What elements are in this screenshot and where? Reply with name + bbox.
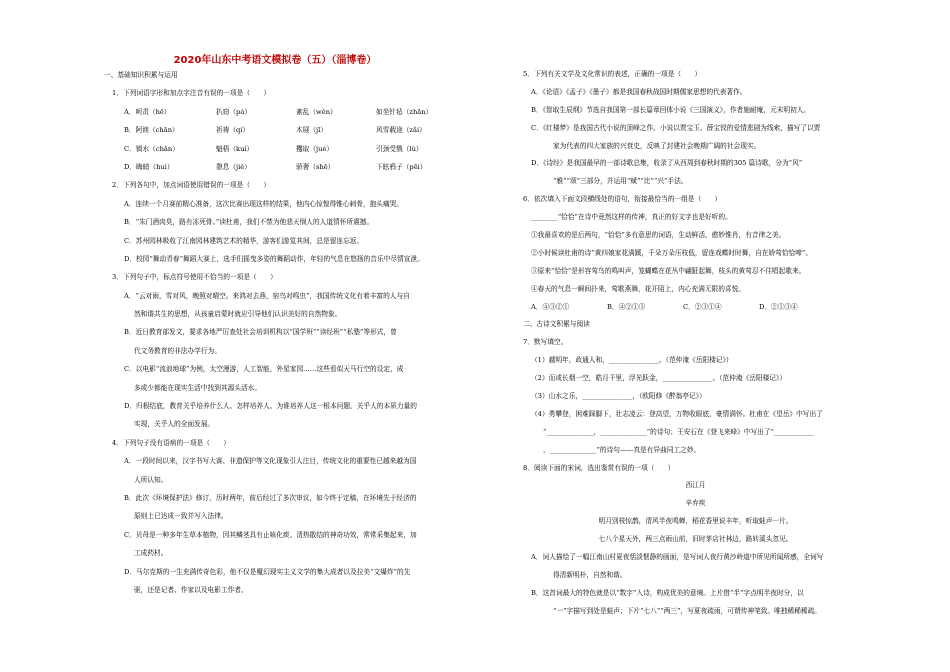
option-cell: 憩息（jiě） [216, 162, 251, 171]
option-line: A．《论语》《孟子》《墨子》都是我国春秋战国时期儒家思想的代表著作。 [531, 87, 747, 96]
option-line: 工成药材。 [134, 549, 168, 558]
option-line: D．《诗经》是我国最早的一部诗歌总集，收录了从西周到春秋时期的305 篇诗歌，分为“风” [531, 159, 803, 168]
option-cell: D．②①③④ [759, 302, 798, 311]
option-line: 实现，关乎人的全面发展。 [134, 420, 215, 429]
option-cell: 木屐（jī） [296, 126, 327, 135]
question-stem: 1．下列词语字形和加点字注音有误的一项是（ ） [112, 89, 271, 98]
option-cell: 攫取（jué） [296, 144, 334, 153]
question-stem: 5．下列有关文学及文化常识的表述，正确的一项是（ ） [523, 70, 702, 78]
fill-line: ，______________”的诗句——真是有异曲同工之妙。 [543, 445, 701, 454]
option-line: 人所认知。 [134, 475, 168, 484]
option-line: C．以电影“流浪地球”为例，太空漫游，人工智能，外星家园……这些看似天马行空的设定，成 [124, 365, 404, 374]
option-line: C．苏州园林吸收了江南园林建筑艺术的精华，游客们游览其间，总是留连忘返。 [124, 236, 364, 245]
poem-line: 明月别枝惊鹊，清风半夜鸣蝉，稻花香里说丰年，听取蛙声一片。 [598, 517, 793, 526]
poem-author: 辛弃疾 [685, 499, 706, 508]
option-line: B．此次《环境保护法》修订，历时两年，前后经过了多次审议，如今终于定稿，在环境先于经济的 [124, 493, 417, 502]
left-column [104, 66, 499, 599]
option-line: 得清新明朴，自然和谐。 [553, 570, 627, 579]
fill-line: （1）越明年，政通人和，_______________。（范仲淹《岳阳楼记》） [531, 356, 733, 365]
option-line: 多或少都能在现实生活中找到其源头活水。 [134, 383, 262, 392]
option-line: A．“云对雨，雪对风，晚照对晴空。来鸿对去燕，宿鸟对鸣虫”，我国传统文化有着丰富的人与自 [124, 291, 410, 300]
option-line: B．《智取生辰纲》节选自我国第一部长篇章回体小说《三国演义》，作者施耐庵，元末明初人。 [531, 105, 811, 114]
section-heading: 二、古诗文积累与阅读 [523, 320, 590, 329]
fill-line: “______________，______________”的诗句；王安石在《登飞来峰》中写出了“____________ [543, 427, 815, 436]
option-line: 然和谐共生的思想，从孩童启蒙时就应引导他们认识美好的自然物象。 [134, 310, 342, 319]
option-cell: 扒窃（pá） [216, 107, 252, 116]
option-line: D．马尔克斯的一生充满传奇色彩，他不仅是魔幻现实主义文学的集大成者以及拉美“文爆炸”的先 [124, 567, 411, 576]
question-stem: 2．下列各句中，加点词语使用错误的一项是（ ） [112, 181, 271, 190]
option-line: 原则上已达成一致并写入法律。 [134, 512, 228, 521]
option-cell: C．②③①④ [683, 302, 722, 311]
option-line: 驱，还是记者、作家以及电影工作者。 [134, 585, 248, 594]
question-stem: 7．默写填空。 [523, 338, 568, 347]
option-line: “雅”“颂”三部分，并运用“赋”“比”“兴”手法。 [553, 177, 688, 186]
option-line: D．归根结底，教育关乎培养什么人、怎样培养人、为谁培养人这一根本问题，关乎人的本质力量的 [124, 402, 417, 411]
option-line: D．校园“舞动青春”舞蹈大赛上，选手们摇曳多姿的舞蹈动作，年轻的气息在悠扬的音乐中尽情宣泄。 [124, 254, 424, 263]
option-cell: A．④③②① [531, 302, 570, 311]
right-column [523, 66, 868, 621]
option-line: B．这首词最大的特色就是以“数字”入诗，构成优美的意境。上片借“半”字点明半夜时分，以 [531, 588, 804, 597]
fill-line: （2）而或长烟一空，皓月千里，浮光跃金，_______________。（范仲淹《岳阳楼记》） [531, 374, 787, 383]
option-row [523, 299, 868, 317]
question-stem: 6．依次填入下面文段横线处的语句，衔接最恰当的一组是（ ） [523, 195, 722, 204]
option-row [104, 103, 499, 121]
fill-line: （4）勇攀登，困难踩脚下，壮志凌云：登高望，万物收眼底，豪情满怀。杜甫在《望岳》中写出了 [531, 409, 823, 418]
option-cell: B．阿谀（chǎn） [124, 126, 179, 135]
option-cell: B．④②①③ [607, 302, 646, 311]
option-line: A．连续一个月赛前精心准备，这次比赛出现这样的结果，他内心惊惶得锥心刺骨，抱头痛哭。 [124, 199, 404, 208]
passage-line: ④春天的气息一瞬间扑来，莺歌燕舞，花开陌上，内心充满无限的喜悦。 [531, 284, 745, 293]
option-cell: D．晦暗（huì） [124, 162, 174, 171]
option-line: C．贝母是一种多年生草本植物，因其鳞茎具有止咳化痰、清热散结的神奇功效，常常采集起来，加 [124, 530, 417, 539]
option-line: 家为代表的四大家族的兴衰史，反映了封建社会晚期广阔的社会现实。 [553, 141, 761, 150]
option-row [104, 158, 499, 176]
option-cell: 祈祷（qí） [216, 126, 250, 135]
option-line: A．一段时间以来，汉字书写大赛、非遗保护等文化现象引人注目，传统文化的重要性已越来越为国 [124, 457, 417, 466]
option-row [104, 121, 499, 139]
passage-line: ③原来“恰恰”是形容莺鸟的鸣叫声，笼蝴蝶在花丛中翩跹起舞，枝头的黄莺忍不住唱起歌来。 [531, 266, 806, 275]
passage-line: ________“恰恰”在诗中竟然这样的传神，真正的好文字也是好听的。 [531, 213, 732, 222]
option-row [104, 140, 499, 158]
passage-line: ②小时候读杜甫的诗“黄四娘家花满蹊，千朵万朵压枝低，留连戏蝶时时舞，自在娇莺恰恰啼”。 [531, 248, 813, 257]
option-cell: 紊乱（wěn） [296, 107, 337, 116]
poem-title: 西江月 [685, 481, 706, 490]
option-cell: 骄奢（shē） [296, 162, 335, 171]
option-line: C．《红楼梦》是我国古代小说的顶峰之作。小说以贾宝玉、薛宝钗的爱情悲剧为线索，描写了以贾 [531, 123, 821, 132]
poem-line: 七八个星天外，两三点雨山前，旧时茅店社林边，路转溪头忽见。 [598, 535, 793, 544]
option-line: 代文务教育的非法办学行为。 [134, 346, 221, 355]
option-cell: C．镇水（chǎn） [124, 144, 179, 153]
fill-line: （3）山水之乐，_______________，（欧阳修《醉翁亭记》） [531, 392, 706, 401]
question-stem: 3．下列句子中，标点符号使用不恰当的一项是（ ） [112, 273, 277, 282]
question-stem: 4．下列句子没有语病的一项是（ ） [112, 438, 230, 447]
option-cell: 引颈受戮（lù） [376, 144, 423, 153]
option-cell: 如坐针毡（zhān） [376, 107, 433, 116]
page-title: 2020年山东中考语文模拟卷（五）（淄博卷） [173, 55, 377, 66]
option-cell: 风雪载途（zǎi） [376, 126, 426, 135]
option-line: B．近日教育部发文，要求各地严厉查处社会培训机构以“国学班”“读经班”“私塾”等形式，曾 [124, 328, 397, 337]
passage-line: ①我最喜欢的是后两句，“恰恰”多有意思的词语，生动鲜活，憨妙惟肖，有音律之美。 [531, 231, 786, 240]
option-cell: A．呵责（hē） [124, 107, 171, 116]
option-line: “一”字描写到处是蛙声；下片“七八”“两三”，写夏夜疏雨，可谓传神笔致。唯独稀稀稀疏。 [553, 606, 821, 615]
option-line: A．词人描绘了一幅江南山村夏夜恬淡惬静的画面，是写词人夜行黄沙岭道中所见所闻所感，全词写 [531, 553, 824, 562]
option-line: B．“朱门酒肉臭，路有冻死骨。”读杜甫，我们不禁为他悲天悯人的人道情怀所震撼。 [124, 218, 374, 227]
section-heading: 一、基础知识积累与运用 [104, 71, 178, 79]
option-cell: 下眩鸦子（pēi） [376, 162, 427, 171]
question-stem: 8．阅读下面的宋词，选出鉴赏有误的一项（ ） [523, 463, 675, 472]
option-cell: 魁梧（kuí） [216, 144, 254, 153]
